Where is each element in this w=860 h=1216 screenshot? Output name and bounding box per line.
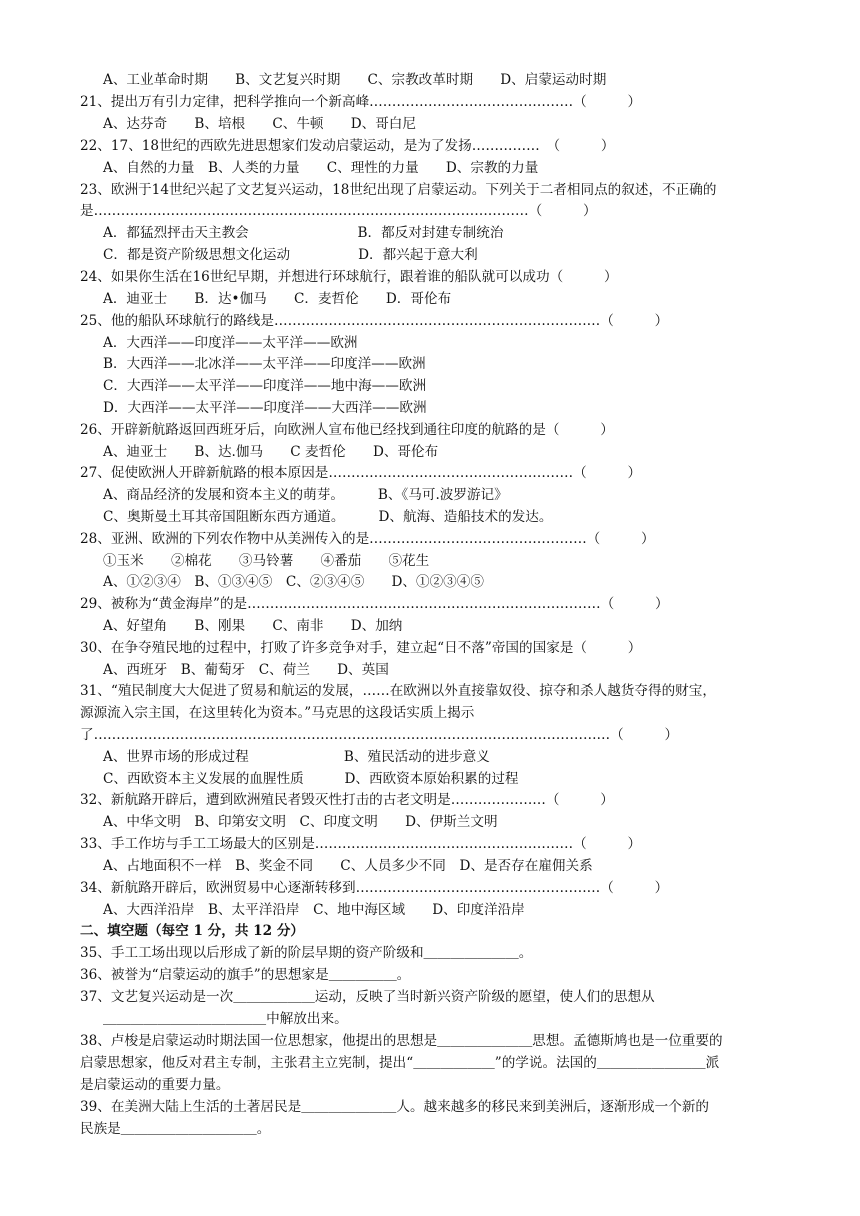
q36-question: 36、被誉为“启蒙运动的旗手”的思想家是＿＿＿＿＿。 [80, 967, 411, 983]
q28-items: ①玉米 ②棉花 ③马铃薯 ④番茄 ⑤花生 [103, 553, 430, 569]
q25-option-a: A．大西洋——印度洋——太平洋——欧洲 [103, 335, 358, 351]
q38-question: 38、卢梭是启蒙运动时期法国一位思想家，他提出的思想是＿＿＿＿＿＿＿思想。孟德斯鸠也是一位重要的 [80, 1033, 723, 1049]
q21-question: 21、提出万有引力定律，把科学推向一个新高峰………………………………………（ ） [80, 94, 642, 110]
q25-option-c: C．大西洋——太平洋——印度洋——地中海——欧洲 [103, 378, 427, 394]
q25-option-b: B．大西洋——北冰洋——太平洋——印度洋——欧洲 [103, 356, 426, 372]
q26-question: 26、开辟新航路返回西班牙后，向欧洲人宣布他已经找到通往印度的航路的是（ ） [80, 422, 614, 438]
q37-question-cont: ＿＿＿＿＿＿＿＿＿＿＿＿中解放出来。 [103, 1011, 348, 1027]
q20-options: A、工业革命时期 B、文艺复兴时期 C、宗教改革时期 D、启蒙运动时期 [103, 72, 607, 88]
q23-question: 23、欧洲于14世纪兴起了文艺复兴运动，18世纪出现了启蒙运动。下列关于二者相同点的叙述，不正确的 [80, 182, 717, 198]
q31-question-end: 了……………………………………………………………………………………………………（ ） [80, 727, 679, 743]
q32-question: 32、新航路开辟后，遭到欧洲殖民者毁灭性打击的古老文明是…………………（ ） [80, 792, 614, 808]
q23-options-ab: A．都猛烈抨击天主教会 B．都反对封建专制统治 [103, 225, 504, 241]
q21-options: A、达芬奇 B、培根 C、牛顿 D、哥白尼 [103, 116, 416, 132]
q38-question-cont: 启蒙思想家，他反对君主专制，主张君主立宪制，提出“＿＿＿＿＿＿”的学说。法国的＿＿＿＿＿＿＿＿派 [80, 1055, 720, 1071]
q31-question: 31、“殖民制度大大促进了贸易和航运的发展，……在欧洲以外直接靠奴役、掠夺和杀人越货夺得的财宝， [80, 683, 716, 699]
q25-question: 25、他的船队环球航行的路线是………………………………………………………………（ ） [80, 313, 669, 329]
q31-options-cd: C、西欧资本主义发展的血腥性质 D、西欧资本原始积累的过程 [103, 771, 519, 787]
q23-options-cd: C．都是资产阶级思想文化运动 D．都兴起于意大利 [103, 247, 478, 263]
q27-options-cd: C、奥斯曼土耳其帝国阻断东西方通道。 D、航海、造船技术的发达。 [103, 509, 553, 525]
q26-options: A、迪亚士 B、达.伽马 C 麦哲伦 D、哥伦布 [103, 444, 439, 460]
q29-options: A、好望角 B、刚果 C、南非 D、加纳 [103, 618, 403, 634]
q34-question: 34、新航路开辟后，欧洲贸易中心逐渐转移到………………………………………………（ ） [80, 880, 669, 896]
q23-question-cont: 是……………………………………………………………………………………（ ） [80, 203, 597, 219]
q30-question: 30、在争夺殖民地的过程中，打败了许多竞争对手，建立起“日不落”帝国的国家是（ ） [80, 640, 642, 656]
q24-question: 24、如果你生活在16世纪早期，并想进行环球航行，跟着谁的船队就可以成功（ ） [80, 269, 618, 285]
q29-question: 29、被称为“黄金海岸”的是……………………………………………………………………（ ） [80, 596, 669, 612]
q28-question: 28、亚洲、欧洲的下列农作物中从美洲传入的是…………………………………………（ ） [80, 531, 655, 547]
q38-question-end: 是启蒙运动的重要力量。 [80, 1077, 230, 1093]
q22-options: A、自然的力量 B、人类的力量 C、理性的力量 D、宗教的力量 [103, 160, 539, 176]
q22-question: 22、17、18世纪的西欧先进思想家们发动启蒙运动，是为了发扬…………… （ ） [80, 138, 615, 154]
q24-options: A．迪亚士 B．达•伽马 C．麦哲伦 D．哥伦布 [103, 291, 452, 307]
q33-question: 33、手工作坊与手工工场最大的区别是…………………………………………………（ ） [80, 836, 642, 852]
q30-options: A、西班牙 B、葡萄牙 C、荷兰 D、英国 [103, 662, 389, 678]
q31-question-cont: 源源流入宗主国，在这里转化为资本。”马克思的这段话实质上揭示 [80, 705, 475, 721]
q37-question: 37、文艺复兴运动是一次＿＿＿＿＿＿运动，反映了当时新兴资产阶级的愿望，使人们的思想从 [80, 989, 655, 1005]
q27-question: 27、促使欧洲人开辟新航路的根本原因是………………………………………………（ ） [80, 465, 642, 481]
q25-option-d: D．大西洋——太平洋——印度洋——大西洋——欧洲 [103, 400, 427, 416]
q35-question: 35、手工工场出现以后形成了新的阶层早期的资产阶级和＿＿＿＿＿＿＿。 [80, 945, 533, 961]
q31-options-ab: A、世界市场的形成过程 B、殖民活动的进步意义 [103, 749, 490, 765]
q27-options-ab: A、商品经济的发展和资本主义的萌芽。 B、《马可.波罗游记》 [103, 487, 508, 503]
q33-options: A、占地面积不一样 B、奖金不同 C、人员多少不同 D、是否存在雇佣关系 [103, 858, 593, 874]
q39-question-cont: 民族是＿＿＿＿＿＿＿＿＿＿。 [80, 1121, 271, 1137]
q34-options: A、大西洋沿岸 B、太平洋沿岸 C、地中海区域 D、印度洋沿岸 [103, 902, 525, 918]
q39-question: 39、在美洲大陆上生活的土著居民是＿＿＿＿＿＿＿人。越来越多的移民来到美洲后，逐渐形成一个新的 [80, 1099, 710, 1115]
q32-options: A、中华文明 B、印第安文明 C、印度文明 D、伊斯兰文明 [103, 814, 498, 830]
q28-options: A、①②③④ B、①③④⑤ C、②③④⑤ D、①②③④⑤ [103, 574, 484, 590]
section-fill-in-title: 二、填空题（每空 1 分，共 12 分） [80, 923, 305, 939]
